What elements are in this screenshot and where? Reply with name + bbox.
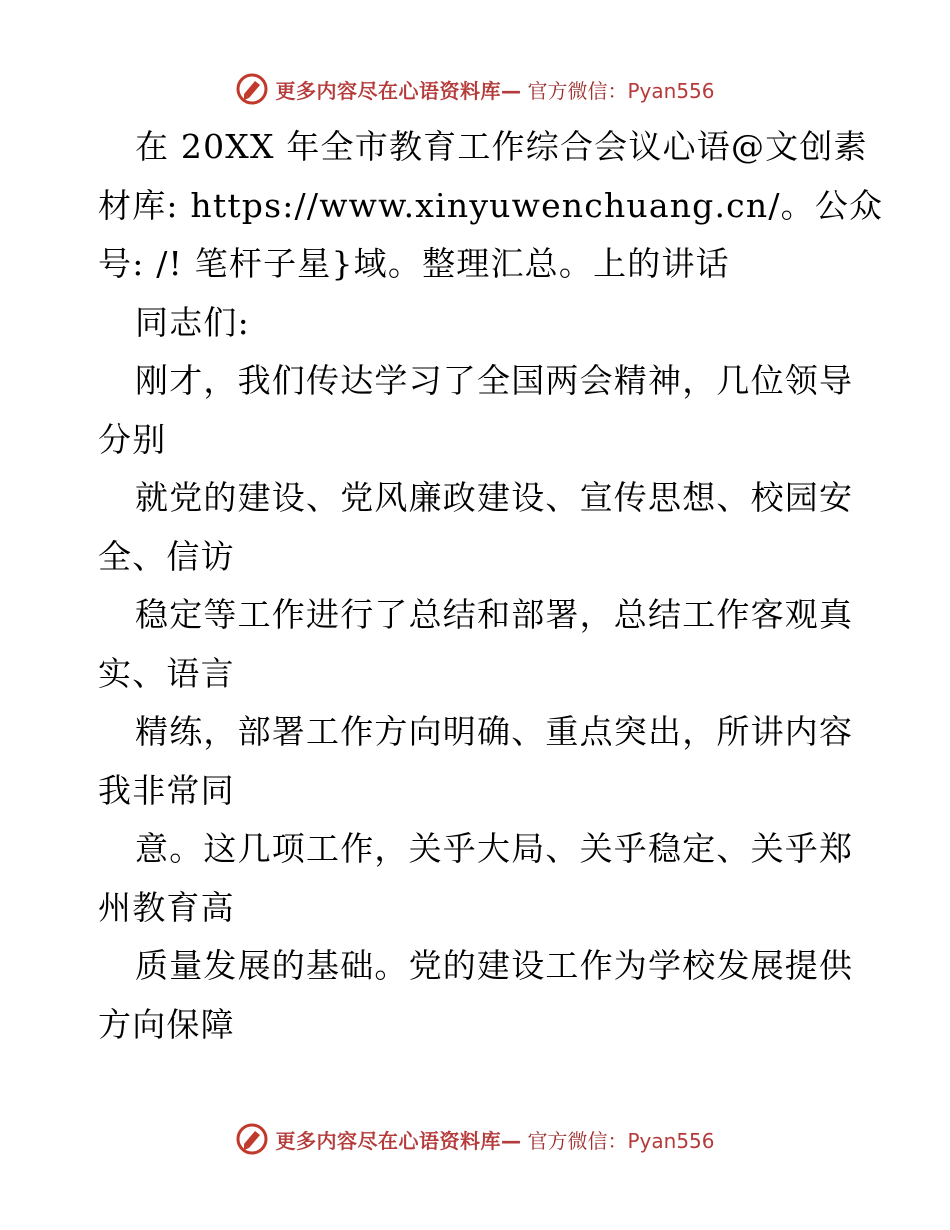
text-line: 号: /! 笔杆子星}域。整理汇总。上的讲话 bbox=[98, 244, 730, 283]
text-line: 在 20XX 年全市教育工作综合会议心语@文创素 bbox=[135, 127, 868, 166]
text-line: 材库: https://www.xinyuwenchuang.cn/。公众 bbox=[98, 185, 884, 225]
text-line: 就党的建设、党风廉政建设、宣传思想、校园安 bbox=[135, 478, 854, 517]
text-line: 稳定等工作进行了总结和部署，总结工作客观真 bbox=[135, 595, 854, 634]
wechat-id: Pyan556 bbox=[627, 78, 715, 103]
banner-text: 更多内容尽在心语资料库— bbox=[275, 78, 522, 103]
wechat-label: 官方微信： bbox=[527, 1128, 628, 1153]
text-line: 精练，部署工作方向明确、重点突出，所讲内容 bbox=[135, 712, 854, 751]
text-line: 分别 bbox=[98, 419, 167, 459]
document-body bbox=[98, 118, 884, 1054]
header-banner bbox=[0, 72, 950, 106]
text-line: 刚才，我们传达学习了全国两会精神，几位领导 bbox=[135, 361, 854, 400]
footer-banner bbox=[0, 1122, 950, 1156]
text-line: 方向保障 bbox=[98, 1004, 235, 1044]
text-line: 我非常同 bbox=[98, 770, 235, 810]
text-line: 同志们: bbox=[135, 302, 250, 342]
logo-icon bbox=[235, 72, 269, 106]
text-line: 意。这几项工作，关乎大局、关乎稳定、关乎郑 bbox=[135, 829, 854, 868]
text-line: 实、语言 bbox=[98, 653, 235, 693]
wechat-id: Pyan556 bbox=[627, 1128, 715, 1153]
logo-icon bbox=[235, 1122, 269, 1156]
text-line: 质量发展的基础。党的建设工作为学校发展提供 bbox=[135, 946, 854, 985]
text-line: 州教育高 bbox=[98, 887, 235, 927]
text-line: 全、信访 bbox=[98, 536, 235, 576]
banner-text: 更多内容尽在心语资料库— bbox=[275, 1128, 522, 1153]
wechat-label: 官方微信： bbox=[527, 78, 628, 103]
